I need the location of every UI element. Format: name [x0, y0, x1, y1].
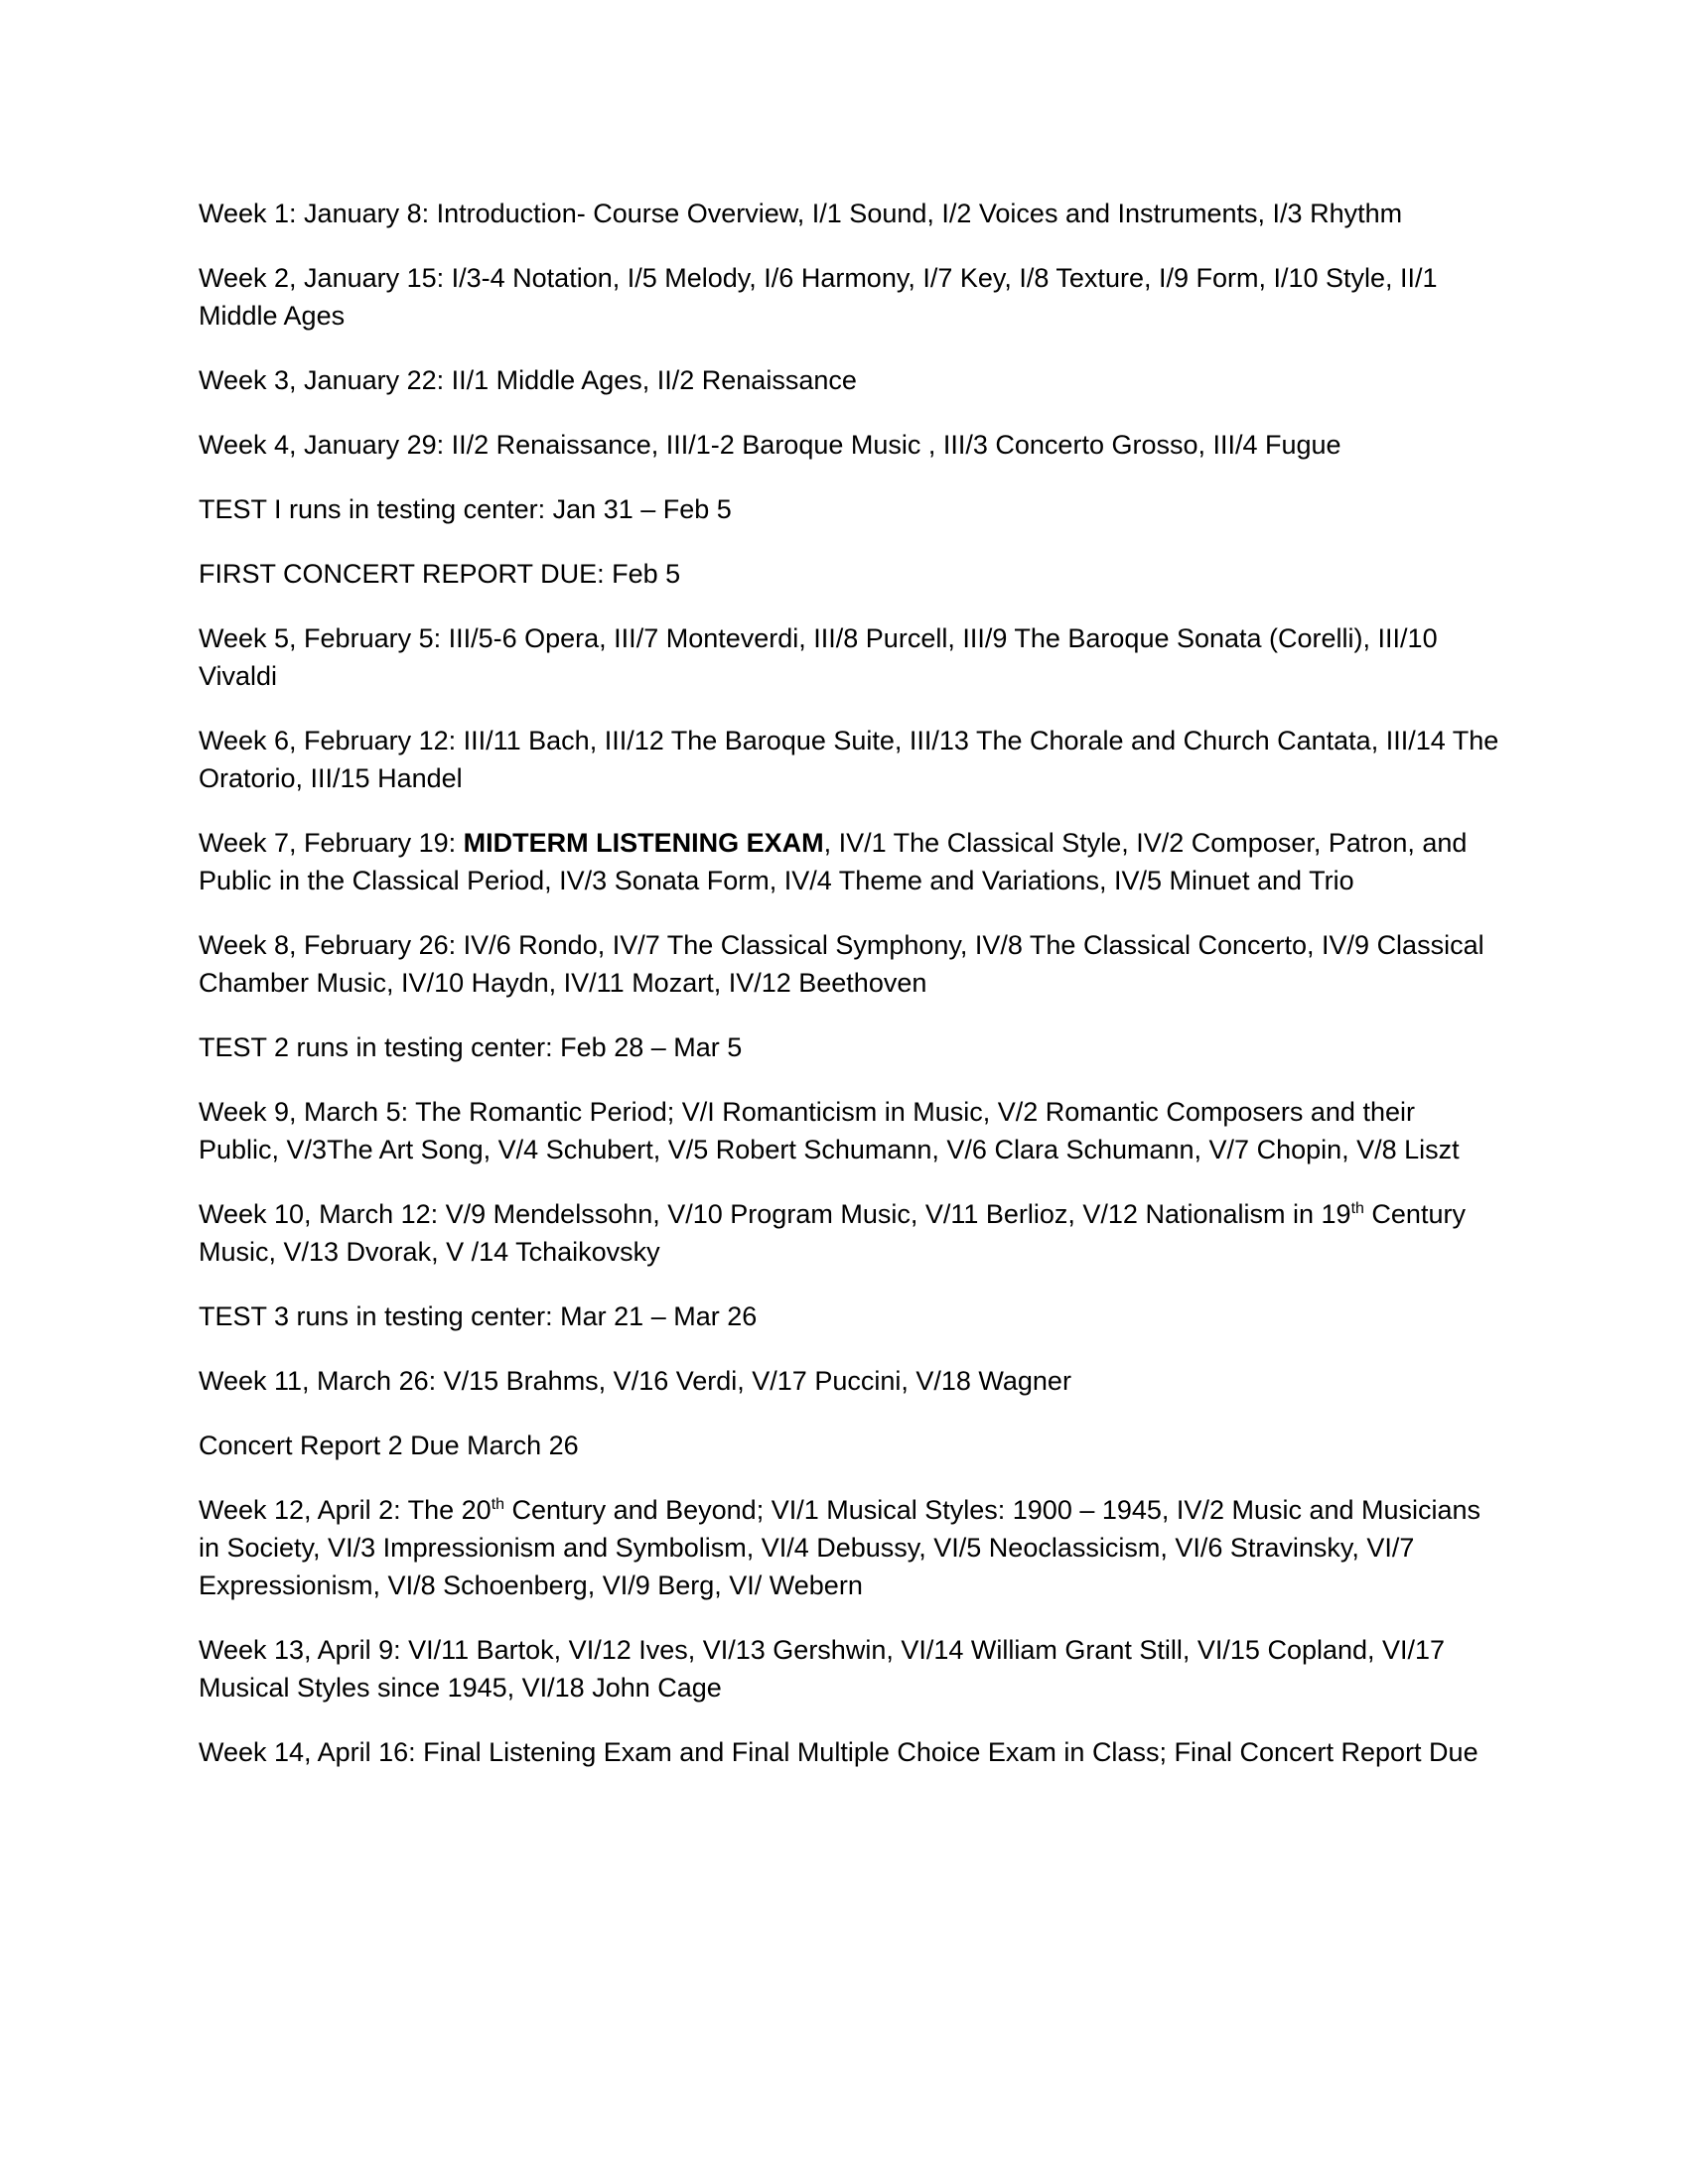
week-10-topics: Century Music, V/13 Dvorak, V /14 Tchaikovsky: [199, 1199, 1466, 1267]
week-7-entry: [199, 824, 1499, 899]
week-3-entry: Week 3, January 22: II/1 Middle Ages, II/2 Renaissance: [199, 365, 857, 395]
week-7-topics: , IV/1 The Classical Style, IV/2 Composer, Patron, and Public in the Classical Period, IV/3 Sonata Form, IV/4 Theme and Variations, IV/5 Minuet and Trio: [199, 828, 1468, 895]
week-9-entry: Week 9, March 5: The Romantic Period; V/I Romanticism in Music, V/2 Romantic Composers and their Public, V/3The Art Song, V/4 Schubert, V/5 Robert Schumann, V/6 Clara Schumann, V/7 Chopin, V/8 Liszt: [199, 1097, 1460, 1164]
week-10-prefix: Week 10, March 12: V/9 Mendelssohn, V/10 Program Music, V/11 Berlioz, V/12 Nationalism in 19: [199, 1199, 1351, 1229]
midterm-exam-label: MIDTERM LISTENING EXAM: [463, 828, 824, 858]
week-2-entry: Week 2, January 15: I/3-4 Notation, I/5 Melody, I/6 Harmony, I/7 Key, I/8 Texture, I/9 Form, I/10 Style, II/1 Middle Ages: [199, 263, 1438, 331]
week-5-entry: Week 5, February 5: III/5-6 Opera, III/7 Monteverdi, III/8 Purcell, III/9 The Baroque Sonata (Corelli), III/10 Vivaldi: [199, 623, 1438, 691]
week-7-prefix: Week 7, February 19:: [199, 828, 464, 858]
week-10-entry: [199, 1195, 1499, 1271]
week-6-entry: Week 6, February 12: III/11 Bach, III/12 The Baroque Suite, III/13 The Chorale and Church Cantata, III/14 The Oratorio, III/15 Handel: [199, 726, 1499, 793]
schedule-page: [199, 195, 1499, 1798]
week-13-entry: Week 13, April 9: VI/11 Bartok, VI/12 Ives, VI/13 Gershwin, VI/14 William Grant Still, VI/15 Copland, VI/17 Musical Styles since 1945, VI/18 John Cage: [199, 1635, 1446, 1703]
week-4-entry: Week 4, January 29: II/2 Renaissance, III/1-2 Baroque Music , III/3 Concerto Grosso, III/4 Fugue: [199, 430, 1341, 460]
week-1-entry: Week 1: January 8: Introduction- Course Overview, I/1 Sound, I/2 Voices and Instruments, I/3 Rhythm: [199, 199, 1403, 228]
week-12-topics: Century and Beyond; VI/1 Musical Styles: 1900 – 1945, IV/2 Music and Musicians in Society, VI/3 Impressionism and Symbolism, VI/4 Debussy, VI/5 Neoclassicism, VI/6 Stravinsky, VI/7 Expressionism, VI/8 Schoenberg, VI/9 Berg, VI/ Webern: [199, 1495, 1481, 1600]
week-10-ordinal-suffix: th: [1350, 1200, 1364, 1217]
week-12-ordinal-suffix: th: [491, 1496, 505, 1513]
concert-report-2-notice: Concert Report 2 Due March 26: [199, 1431, 579, 1460]
week-14-entry: Week 14, April 16: Final Listening Exam and Final Multiple Choice Exam in Class; Final Concert Report Due: [199, 1737, 1478, 1767]
concert-report-1-notice: FIRST CONCERT REPORT DUE: Feb 5: [199, 559, 681, 589]
test-1-notice: TEST I runs in testing center: Jan 31 – Feb 5: [199, 494, 732, 524]
week-12-prefix: Week 12, April 2: The 20: [199, 1495, 492, 1525]
week-8-entry: Week 8, February 26: IV/6 Rondo, IV/7 The Classical Symphony, IV/8 The Classical Concerto, IV/9 Classical Chamber Music, IV/10 Haydn, IV/11 Mozart, IV/12 Beethoven: [199, 930, 1484, 998]
week-12-entry: [199, 1491, 1499, 1604]
test-3-notice: TEST 3 runs in testing center: Mar 21 – Mar 26: [199, 1301, 758, 1331]
week-11-entry: Week 11, March 26: V/15 Brahms, V/16 Verdi, V/17 Puccini, V/18 Wagner: [199, 1366, 1071, 1396]
test-2-notice: TEST 2 runs in testing center: Feb 28 – Mar 5: [199, 1032, 743, 1062]
